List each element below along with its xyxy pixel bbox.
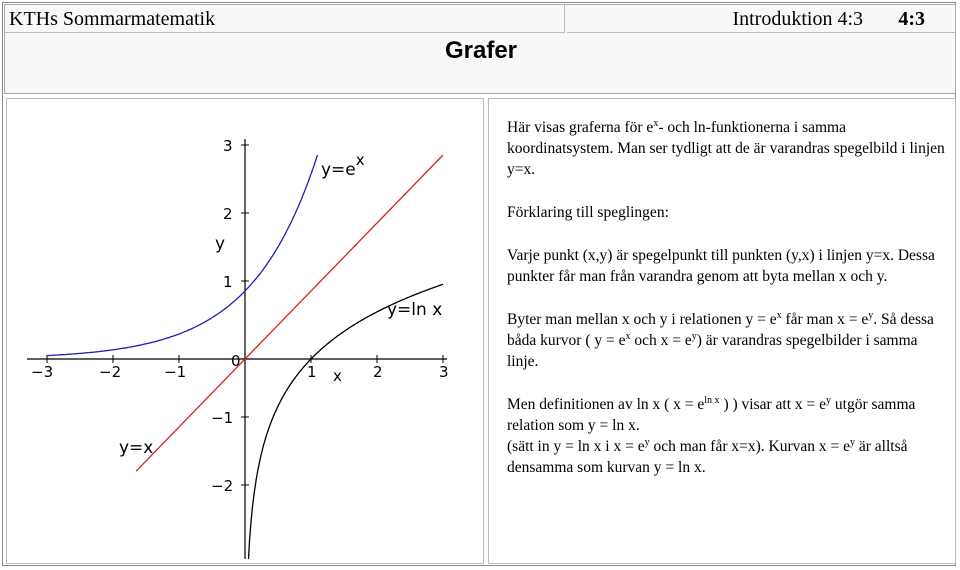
paragraph-definition: Men definitionen av ln x ( $x = e^{ln x}$ ) ) visar att $x = e^y$ utgör samma relation som y = ln x. (507, 395, 916, 434)
x-tick-label: 0 (231, 352, 241, 370)
text-panel (488, 98, 956, 564)
page-number: 4:3 (898, 8, 925, 30)
x-tick-label: −2 (99, 363, 122, 381)
paragraph-swap: Byter man mellan x och y i relationen $y = e^x$ får man $x = e^y$. Så dessa båda kurvor ( $y = e^x$ och $x = e^y$) är varandras spegelbilder i samma linje. (507, 310, 934, 370)
paragraph-substitution: (sätt in y = ln x i $x = e^y$ och man får x=x). Kurvan $x = e^y$ är alltså densamma som kurvan y = ln x. (507, 437, 908, 476)
x-tick-label: 3 (439, 363, 449, 381)
text-body (507, 117, 947, 478)
x-tick-label: 2 (373, 363, 383, 381)
header-left-cell (5, 5, 565, 33)
x-axis-label: x (333, 367, 342, 385)
x-tick-label: −1 (164, 363, 187, 381)
course-section: Introduktion 4:3 (732, 8, 863, 30)
y-tick-label: −2 (211, 477, 234, 495)
x-tick-label: −3 (31, 363, 54, 381)
y-axis-label: y (215, 234, 226, 254)
y-tick-label: −1 (211, 409, 234, 427)
brand-title: KTHs Sommarmatematik (9, 8, 216, 30)
exp-curve-label: y=ex (321, 151, 365, 180)
paragraph-intro: Här visas graferna för $e^x-$ och ln-funktionerna i samma koordinatsystem. Man ser tydligt att de är varandras spegelbild i linjen y=x. (507, 118, 945, 178)
y-tick-label: 3 (223, 137, 233, 155)
header-right-cell (567, 5, 955, 33)
graph-panel (6, 98, 484, 564)
function-graph (27, 119, 467, 559)
y-tick-label: 2 (223, 205, 233, 223)
header (4, 4, 956, 94)
y-tick-label: 1 (223, 273, 233, 291)
page-title: Grafer (444, 37, 518, 64)
ln-curve-label: y=ln x (387, 300, 443, 320)
paragraph-explanation-heading: Förklaring till speglingen: (507, 204, 669, 221)
x-tick-label: 1 (307, 363, 317, 381)
line-label: y=x (119, 438, 154, 458)
paragraph-mirror-points: Varje punkt (x,y) är spegelpunkt till punkten (y,x) i linjen y=x. Dessa punkter får man från varandra genom att byta mellan x och y. (507, 247, 935, 285)
